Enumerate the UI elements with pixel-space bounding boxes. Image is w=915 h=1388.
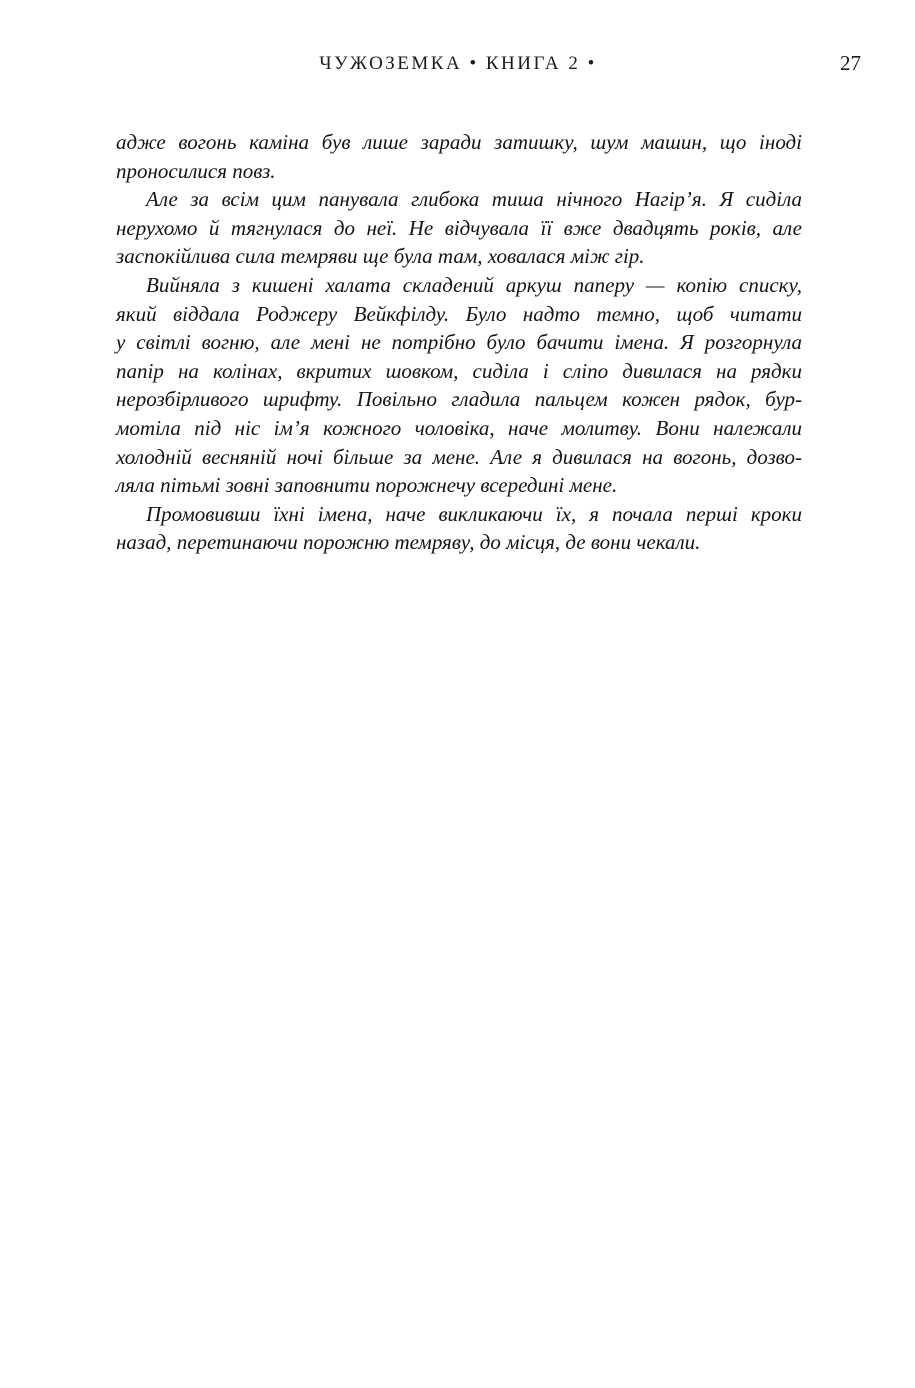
body-text xyxy=(116,128,802,557)
text-line: адже вогонь каміна був лише заради затишку, шум машин, що іноді xyxy=(116,130,802,154)
text-line: Але за всім цим панувала глибока тиша нічного Нагір’я. Я сиділа xyxy=(146,187,802,212)
paragraph xyxy=(116,185,802,271)
running-head-title: ЧУЖОЗЕМКА • КНИГА 2 • xyxy=(319,53,597,74)
text-line: назад, перетинаючи порожню темряву, до місця, де вони чекали. xyxy=(116,530,701,555)
text-line: мотіла під ніс ім’я кожного чоловіка, наче молитву. Вони належали xyxy=(116,415,802,440)
text-line: ляла пітьмі зовні заповнити порожнечу всередині мене. xyxy=(116,473,618,498)
text-line: який віддала Роджеру Вейкфілду. Було надто темно, щоб читати xyxy=(116,301,802,326)
text-line: проносилися повз. xyxy=(116,158,276,183)
paragraph xyxy=(116,271,802,500)
text-line: папір на колінах, вкритих шовком, сиділа і сліпо дивилася на рядки xyxy=(116,358,802,383)
paragraph xyxy=(116,500,802,557)
page-number: 27 xyxy=(840,51,861,75)
text-line: нерозбірливого шрифту. Повільно гладила пальцем кожен рядок, бур- xyxy=(116,387,802,412)
text-line: Вийняла з кишені халата складений аркуш паперу — копію списку, xyxy=(146,272,802,297)
paragraph xyxy=(116,128,802,185)
text-line: нерухомо й тягнулася до неї. Не відчувала її вже двадцять років, але xyxy=(116,215,802,240)
text-line: холодній весняній ночі більше за мене. Але я дивилася на вогонь, дозво- xyxy=(116,444,802,469)
text-line: у світлі вогню, але мені не потрібно було бачити імена. Я розгорнула xyxy=(116,330,802,355)
text-line: заспокійлива сила темряви ще була там, ховалася між гір. xyxy=(116,244,645,269)
text-line: Промовивши їхні імена, наче викликаючи їх, я почала перші кроки xyxy=(146,501,802,526)
